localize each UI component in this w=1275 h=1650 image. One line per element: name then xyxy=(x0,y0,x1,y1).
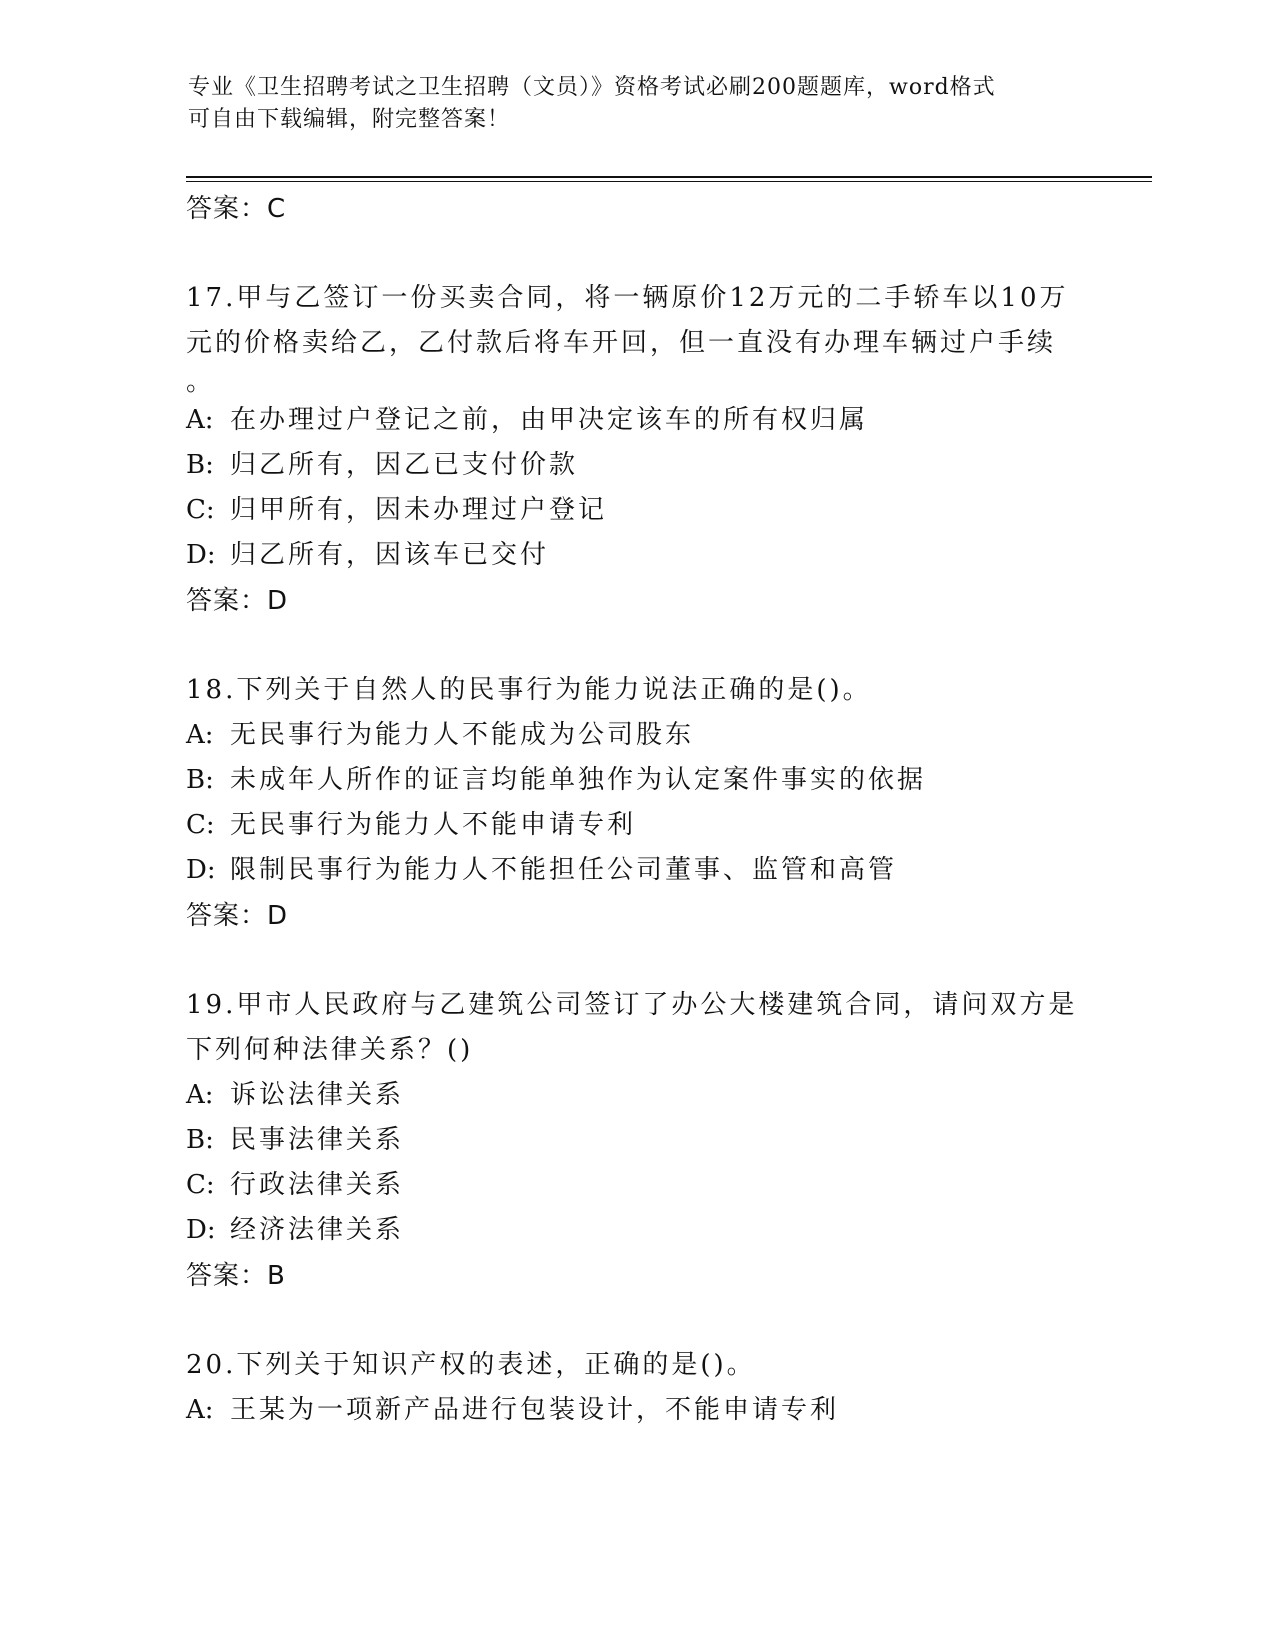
option-key: D: xyxy=(186,1215,216,1245)
question-stem-line: 17.甲与乙签订一份买卖合同，将一辆原价12万元的二手轿车以10万 xyxy=(186,283,1069,313)
question-stem-line: 下列何种法律关系？() xyxy=(186,1035,474,1065)
option-text: 归甲所有，因未办理过户登记 xyxy=(230,495,608,525)
option-a xyxy=(186,1073,1086,1118)
question-17 xyxy=(186,276,1086,624)
page-header xyxy=(188,72,1068,136)
option-text: 归乙所有，因乙已支付价款 xyxy=(230,450,579,480)
option-key: D: xyxy=(186,540,216,570)
option-text: 民事法律关系 xyxy=(230,1125,405,1155)
option-b xyxy=(186,1118,1086,1163)
option-text: 限制民事行为能力人不能担任公司董事、监管和高管 xyxy=(230,855,898,885)
question-19 xyxy=(186,983,1086,1299)
previous-answer: 答案：C xyxy=(186,194,287,224)
option-text: 行政法律关系 xyxy=(230,1170,405,1200)
option-key: C: xyxy=(186,1170,215,1200)
option-d xyxy=(186,1208,1086,1253)
answer: 答案：D xyxy=(186,901,289,931)
option-text: 无民事行为能力人不能申请专利 xyxy=(230,810,637,840)
option-text: 无民事行为能力人不能成为公司股东 xyxy=(230,720,695,750)
option-key: C: xyxy=(186,495,215,525)
question-stem-line: 18.下列关于自然人的民事行为能力说法正确的是()。 xyxy=(186,675,872,705)
option-c xyxy=(186,488,1086,533)
option-key: A: xyxy=(186,720,214,750)
document-body xyxy=(186,186,1086,1433)
header-line-2: 可自由下载编辑，附完整答案！ xyxy=(188,107,511,132)
question-stem-line: 19.甲市人民政府与乙建筑公司签订了办公大楼建筑合同，请问双方是 xyxy=(186,990,1078,1020)
option-key: D: xyxy=(186,855,216,885)
option-key: B: xyxy=(186,765,214,795)
option-key: A: xyxy=(186,1080,214,1110)
option-b xyxy=(186,443,1086,488)
option-text: 诉讼法律关系 xyxy=(230,1080,405,1110)
option-text: 在办理过户登记之前，由甲决定该车的所有权归属 xyxy=(230,405,869,435)
header-line-1: 专业《卫生招聘考试之卫生招聘（文员）》资格考试必刷200题题库，word格式 xyxy=(188,75,996,100)
option-d xyxy=(186,848,1086,893)
option-text: 王某为一项新产品进行包装设计，不能申请专利 xyxy=(230,1395,840,1425)
option-c xyxy=(186,1163,1086,1208)
option-key: B: xyxy=(186,1125,214,1155)
option-d xyxy=(186,533,1086,578)
option-text: 未成年人所作的证言均能单独作为认定案件事实的依据 xyxy=(230,765,927,795)
option-a xyxy=(186,1388,1086,1433)
header-rule-thick xyxy=(186,176,1152,178)
option-c xyxy=(186,803,1086,848)
question-20 xyxy=(186,1343,1086,1433)
option-key: A: xyxy=(186,405,214,435)
question-stem-line: 元的价格卖给乙，乙付款后将车开回，但一直没有办理车辆过户手续 xyxy=(186,328,1057,358)
question-stem-line: 。 xyxy=(186,367,216,397)
option-text: 经济法律关系 xyxy=(230,1215,405,1245)
question-18 xyxy=(186,668,1086,939)
answer: 答案：B xyxy=(186,1261,286,1291)
option-a xyxy=(186,398,1086,443)
answer: 答案：D xyxy=(186,586,289,616)
option-key: B: xyxy=(186,450,214,480)
question-stem-line: 20.下列关于知识产权的表述，正确的是()。 xyxy=(186,1350,756,1380)
option-a xyxy=(186,713,1086,758)
option-key: C: xyxy=(186,810,215,840)
option-b xyxy=(186,758,1086,803)
header-rule-thin xyxy=(186,181,1152,182)
option-key: A: xyxy=(186,1395,214,1425)
option-text: 归乙所有，因该车已交付 xyxy=(230,540,550,570)
